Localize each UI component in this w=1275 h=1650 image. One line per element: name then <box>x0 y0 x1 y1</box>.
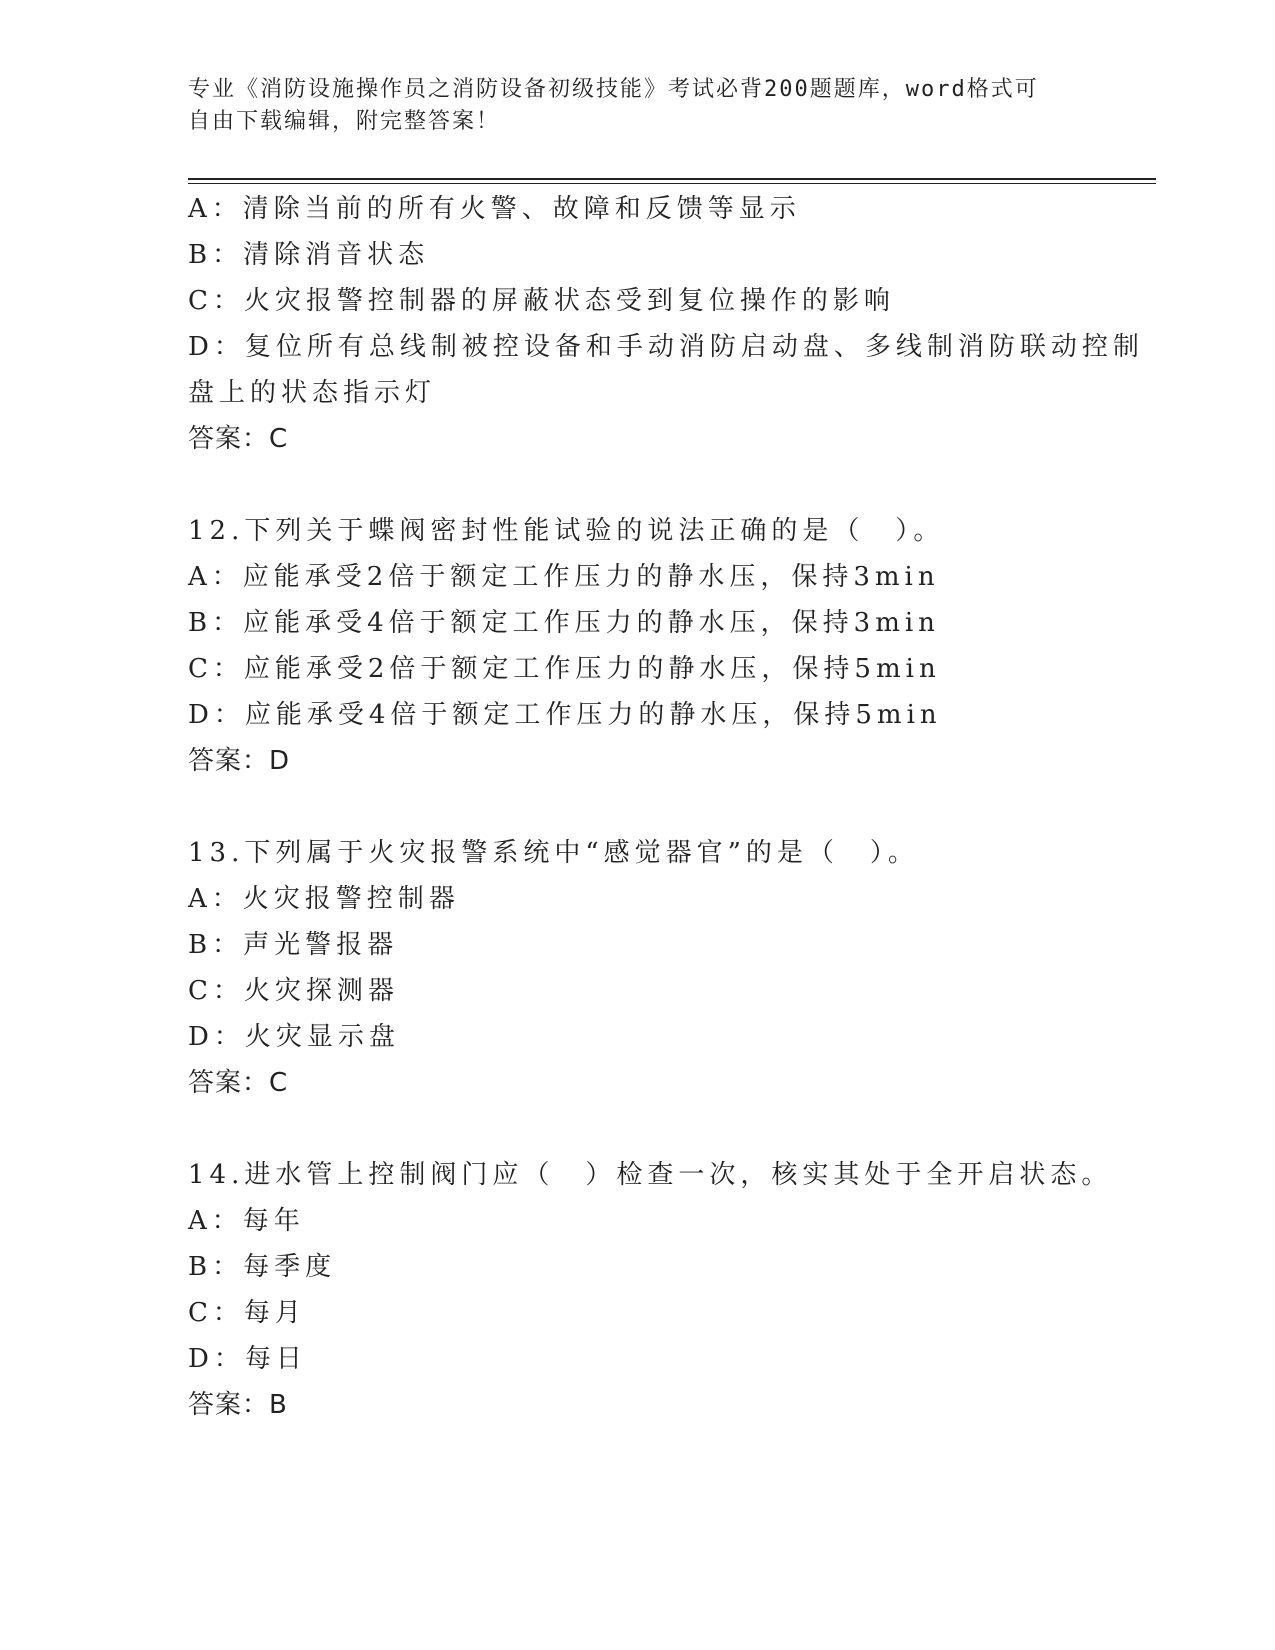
header-rule-thick <box>188 178 1156 180</box>
answer-line: 答案：B <box>188 1390 288 1420</box>
question-block-13 <box>188 830 1088 1106</box>
question-content <box>188 186 1144 1428</box>
answer-line: 答案：C <box>188 424 289 454</box>
header-rule-thin <box>188 183 1156 184</box>
question-stem: 14.进水管上控制阀门应（ ）检查一次，核实其处于全开启状态。 <box>188 1160 1113 1190</box>
option-c: C：每月 <box>188 1298 306 1328</box>
option-a: A：火灾报警控制器 <box>188 884 460 914</box>
question-block-12 <box>188 508 1088 784</box>
question-stem: 12.下列关于蝶阀密封性能试验的说法正确的是（ ）。 <box>188 516 945 546</box>
option-d: D：复位所有总线制被控设备和手动消防启动盘、多线制消防联动控制 <box>188 332 1144 362</box>
option-d: D：每日 <box>188 1344 307 1374</box>
option-c: C：应能承受2倍于额定工作压力的静水压，保持5min <box>188 654 941 684</box>
option-a: A：每年 <box>188 1206 305 1236</box>
option-c: C：火灾探测器 <box>188 976 399 1006</box>
option-b: B：每季度 <box>188 1252 337 1282</box>
option-d: D：火灾显示盘 <box>188 1022 400 1052</box>
spacer <box>188 784 1088 830</box>
option-d-continued: 盘上的状态指示灯 <box>188 378 437 408</box>
answer-line: 答案：C <box>188 1068 289 1098</box>
option-b: B：清除消音状态 <box>188 240 430 270</box>
option-a: A：清除当前的所有火警、故障和反馈等显示 <box>188 194 801 224</box>
spacer <box>188 1106 1088 1152</box>
question-block-11 <box>188 186 1144 462</box>
spacer <box>188 462 1088 508</box>
option-c: C：火灾报警控制器的屏蔽状态受到复位操作的影响 <box>188 286 895 316</box>
option-a: A：应能承受2倍于额定工作压力的静水压，保持3min <box>188 562 940 592</box>
question-block-14 <box>188 1152 1113 1428</box>
option-b: B：应能承受4倍于额定工作压力的静水压，保持3min <box>188 608 940 638</box>
document-header <box>188 74 1088 138</box>
option-d: D：应能承受4倍于额定工作压力的静水压，保持5min <box>188 700 942 730</box>
question-stem: 13.下列属于火灾报警系统中“感觉器官”的是（ ）。 <box>188 838 919 868</box>
option-b: B：声光警报器 <box>188 930 399 960</box>
header-line-1: 专业《消防设施操作员之消防设备初级技能》考试必背200题题库，word格式可 <box>188 77 1039 102</box>
answer-line: 答案：D <box>188 746 291 776</box>
header-line-2: 自由下载编辑，附完整答案！ <box>188 109 501 134</box>
